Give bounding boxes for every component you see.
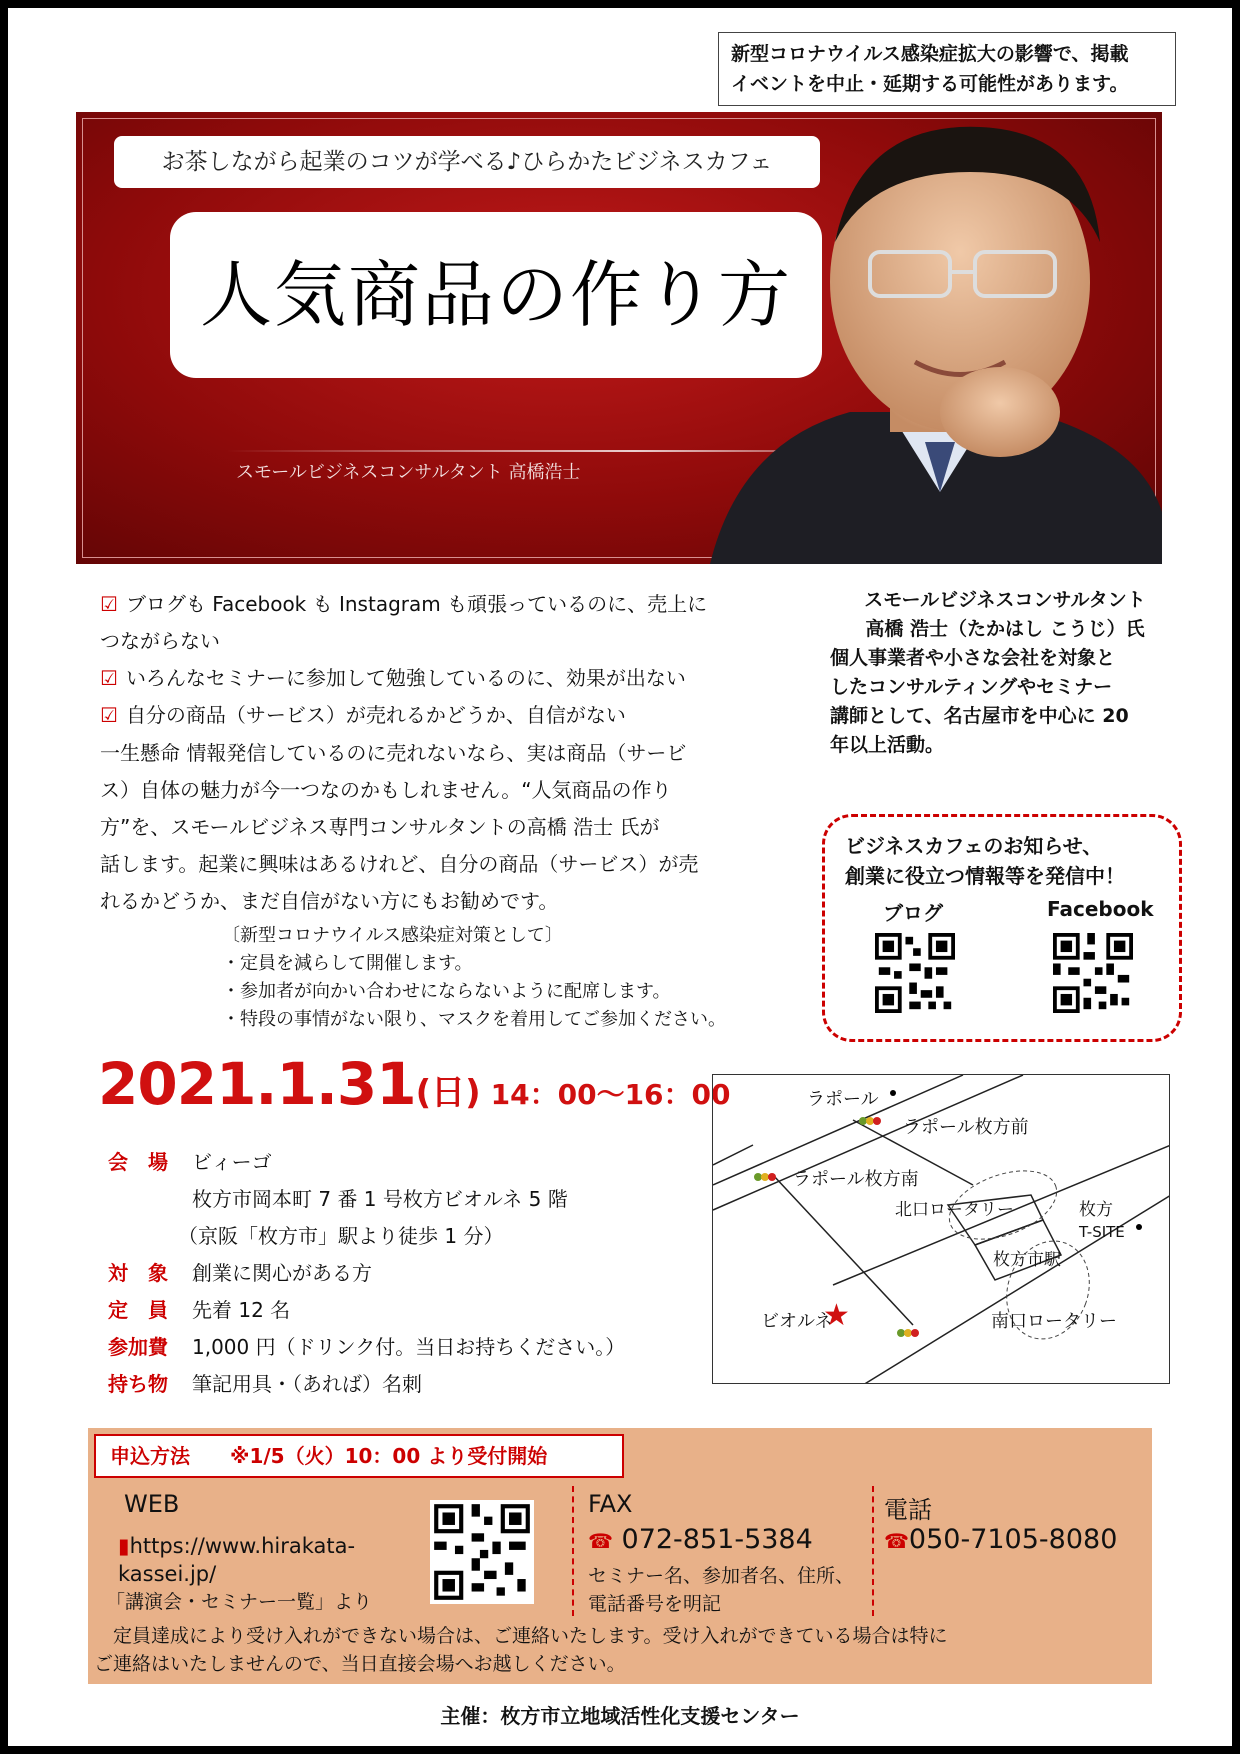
map-label-biorne: ビオルネ xyxy=(761,1311,833,1332)
sns-info-box xyxy=(822,814,1182,1042)
capacity-row xyxy=(108,1292,708,1329)
sns-line-1: ビジネスカフェのお知らせ、 xyxy=(845,834,1103,858)
fax-heading: FAX xyxy=(588,1490,633,1518)
fax-note xyxy=(588,1562,854,1618)
target-label: 対 象 xyxy=(108,1261,168,1285)
speaker-bio-line: 講師として、名古屋市を中心に 20 xyxy=(830,705,1129,727)
check-text: ブログも Facebook も Instagram も頑張っているのに、売上に xyxy=(125,592,708,616)
organizer-footer: 主催：枚方市立地域活性化支援センター xyxy=(440,1704,800,1728)
capacity-value: 先着 12 名 xyxy=(192,1298,291,1322)
column-divider xyxy=(872,1486,874,1616)
speaker-name: 高橋 浩士（たかはし こうじ）氏 xyxy=(865,618,1145,640)
capacity-label: 定 員 xyxy=(108,1298,168,1322)
phone-number-row xyxy=(884,1524,1117,1555)
pain-point-checklist xyxy=(100,586,780,734)
speaker-profile xyxy=(830,586,1180,760)
phone-number[interactable]: 050-7105-8080 xyxy=(908,1524,1118,1555)
seminar-title: 人気商品の作り方 xyxy=(170,212,822,378)
sns-message xyxy=(845,831,1125,891)
notice-line-1: 新型コロナウイルス感染症拡大の影響で、掲載 xyxy=(731,43,1129,65)
map-label-kitaguchi: 北口ロータリー xyxy=(895,1200,1014,1220)
phone-heading: 電話 xyxy=(884,1496,932,1524)
fax-note-line-1: セミナー名、参加者名、住所、 xyxy=(588,1565,855,1587)
venue-address: 枚方市岡本町 7 番 1 号枚方ビオルネ 5 階 xyxy=(192,1187,568,1211)
check-text: いろんなセミナーに参加して勉強しているのに、効果が出ない xyxy=(125,666,686,690)
web-url[interactable] xyxy=(118,1532,355,1588)
covid-heading: 〔新型コロナウイルス感染症対策として〕 xyxy=(222,925,563,946)
web-note: 「講演会・セミナー一覧」より xyxy=(106,1591,373,1613)
bring-value: 筆記用具・（あれば）名刺 xyxy=(192,1372,422,1396)
target-value: 創業に関心がある方 xyxy=(192,1261,372,1285)
facebook-label: Facebook xyxy=(1047,897,1154,921)
map-label-rapole-mae: ラポール枚方前 xyxy=(903,1117,1029,1138)
check-item xyxy=(100,586,780,660)
covid-item: ・参加者が向かい合わせにならないように配席します。 xyxy=(222,981,671,1002)
bring-row xyxy=(108,1366,708,1403)
column-divider xyxy=(572,1486,574,1616)
event-weekday: (日) xyxy=(415,1073,481,1113)
target-row xyxy=(108,1255,708,1292)
check-text-cont: つながらない xyxy=(100,629,220,653)
application-panel xyxy=(88,1428,1152,1684)
checkbox-icon: ☑ xyxy=(100,666,118,690)
banner-speaker: スモールビジネスコンサルタント 高橋浩士 xyxy=(236,462,581,483)
map-label-tsite: T-SITE xyxy=(1079,1223,1125,1241)
web-url-line-1[interactable]: https://www.hirakata- xyxy=(129,1534,356,1558)
application-qr-code[interactable] xyxy=(430,1500,534,1604)
check-item xyxy=(100,660,780,697)
fee-value: 1,000 円（ドリンク付。当日お持ちください。） xyxy=(192,1335,626,1359)
speaker-portrait xyxy=(700,112,1162,564)
map-drawing xyxy=(713,1075,1170,1384)
covid-item: ・定員を減らして開催します。 xyxy=(222,953,473,974)
event-date: 2021.1.31 xyxy=(98,1050,416,1118)
map-label-rapole: ラポール xyxy=(807,1089,879,1110)
venue-value: ビィーゴ xyxy=(192,1150,272,1174)
map-label-rapole-minami: ラポール枚方南 xyxy=(793,1169,919,1190)
fax-number: 072-851-5384 xyxy=(621,1524,813,1555)
map-label-hirakata: 枚方 xyxy=(1079,1200,1113,1220)
web-heading: WEB xyxy=(124,1490,180,1518)
venue-label: 会 場 xyxy=(108,1150,168,1174)
application-title: 申込方法 ※1/5（火）10：00 より受付開始 xyxy=(94,1434,624,1478)
capacity-note-line-1: 定員達成により受け入れができない場合は、ご連絡いたします。受け入れができている場合は特に xyxy=(94,1625,948,1647)
web-url-line-2[interactable]: kassei.jp/ xyxy=(118,1562,217,1586)
speaker-bio-line: 個人事業者や小さな会社を対象と xyxy=(830,647,1116,669)
description-line: ス）自体の魅力が今一つなのかもしれません。“人気商品の作り xyxy=(100,778,672,802)
fax-number-row xyxy=(588,1524,813,1555)
hero-banner xyxy=(76,112,1162,564)
covid-measures xyxy=(222,922,822,1034)
capacity-note-line-2: ご連絡はいたしませんので、当日直接会場へお越しください。 xyxy=(94,1653,626,1675)
blog-label: ブログ xyxy=(883,901,943,925)
speaker-role: スモールビジネスコンサルタント xyxy=(864,589,1146,611)
speaker-bio-line: 年以上活動。 xyxy=(830,734,945,756)
checkbox-icon: ☑ xyxy=(100,592,118,616)
fax-note-line-2: 電話番号を明記 xyxy=(588,1593,722,1615)
banner-tagline: お茶しながら起業のコツが学べる♪ひらかたビジネスカフェ xyxy=(114,136,820,188)
check-item xyxy=(100,697,780,734)
map-label-minamiguchi: 南口ロータリー xyxy=(991,1311,1117,1332)
description-line: 話します。起業に興味はあるけれど、自分の商品（サービス）が売 xyxy=(100,852,699,876)
event-time: 14：00～16：00 xyxy=(490,1078,731,1111)
sns-line-2: 創業に役立つ情報等を発信中！ xyxy=(845,864,1125,888)
fee-row xyxy=(108,1329,708,1366)
event-datetime xyxy=(98,1050,731,1118)
blog-qr-code[interactable] xyxy=(875,933,955,1013)
event-details xyxy=(108,1144,708,1403)
description-line: 方”を、スモールビジネス専門コンサルタントの高橋 浩士 氏が xyxy=(100,815,660,839)
check-text: 自分の商品（サービス）が売れるかどうか、自信がない xyxy=(125,703,626,727)
cancellation-notice xyxy=(718,32,1176,106)
venue-row xyxy=(108,1144,708,1181)
star-icon: ★ xyxy=(823,1298,850,1333)
covid-item: ・特段の事情がない限り、マスクを着用してご参加ください。 xyxy=(222,1009,726,1030)
facebook-qr-code[interactable] xyxy=(1053,933,1133,1013)
venue-access: （京阪「枚方市」駅より徒歩 1 分） xyxy=(178,1224,504,1248)
speaker-bio-line: したコンサルティングやセミナー xyxy=(830,676,1113,698)
fee-label: 参加費 xyxy=(108,1335,168,1359)
checkbox-icon: ☑ xyxy=(100,703,118,727)
description-line: れるかどうか、まだ自信がない方にもお勧めです。 xyxy=(100,889,559,913)
map-label-station: 枚方市駅 xyxy=(993,1250,1061,1270)
access-map xyxy=(712,1074,1170,1384)
description-line: 一生懸命 情報発信しているのに売れないなら、実は商品（サービ xyxy=(100,741,687,765)
seminar-description xyxy=(100,735,780,920)
bring-label: 持ち物 xyxy=(108,1372,168,1396)
fax-icon: ☎ xyxy=(588,1529,613,1553)
mobile-phone-icon: ▮ xyxy=(118,1534,130,1558)
phone-icon: ☎ xyxy=(884,1529,909,1553)
capacity-note xyxy=(94,1622,1144,1678)
notice-line-2: イベントを中止・延期する可能性があります。 xyxy=(731,73,1129,95)
